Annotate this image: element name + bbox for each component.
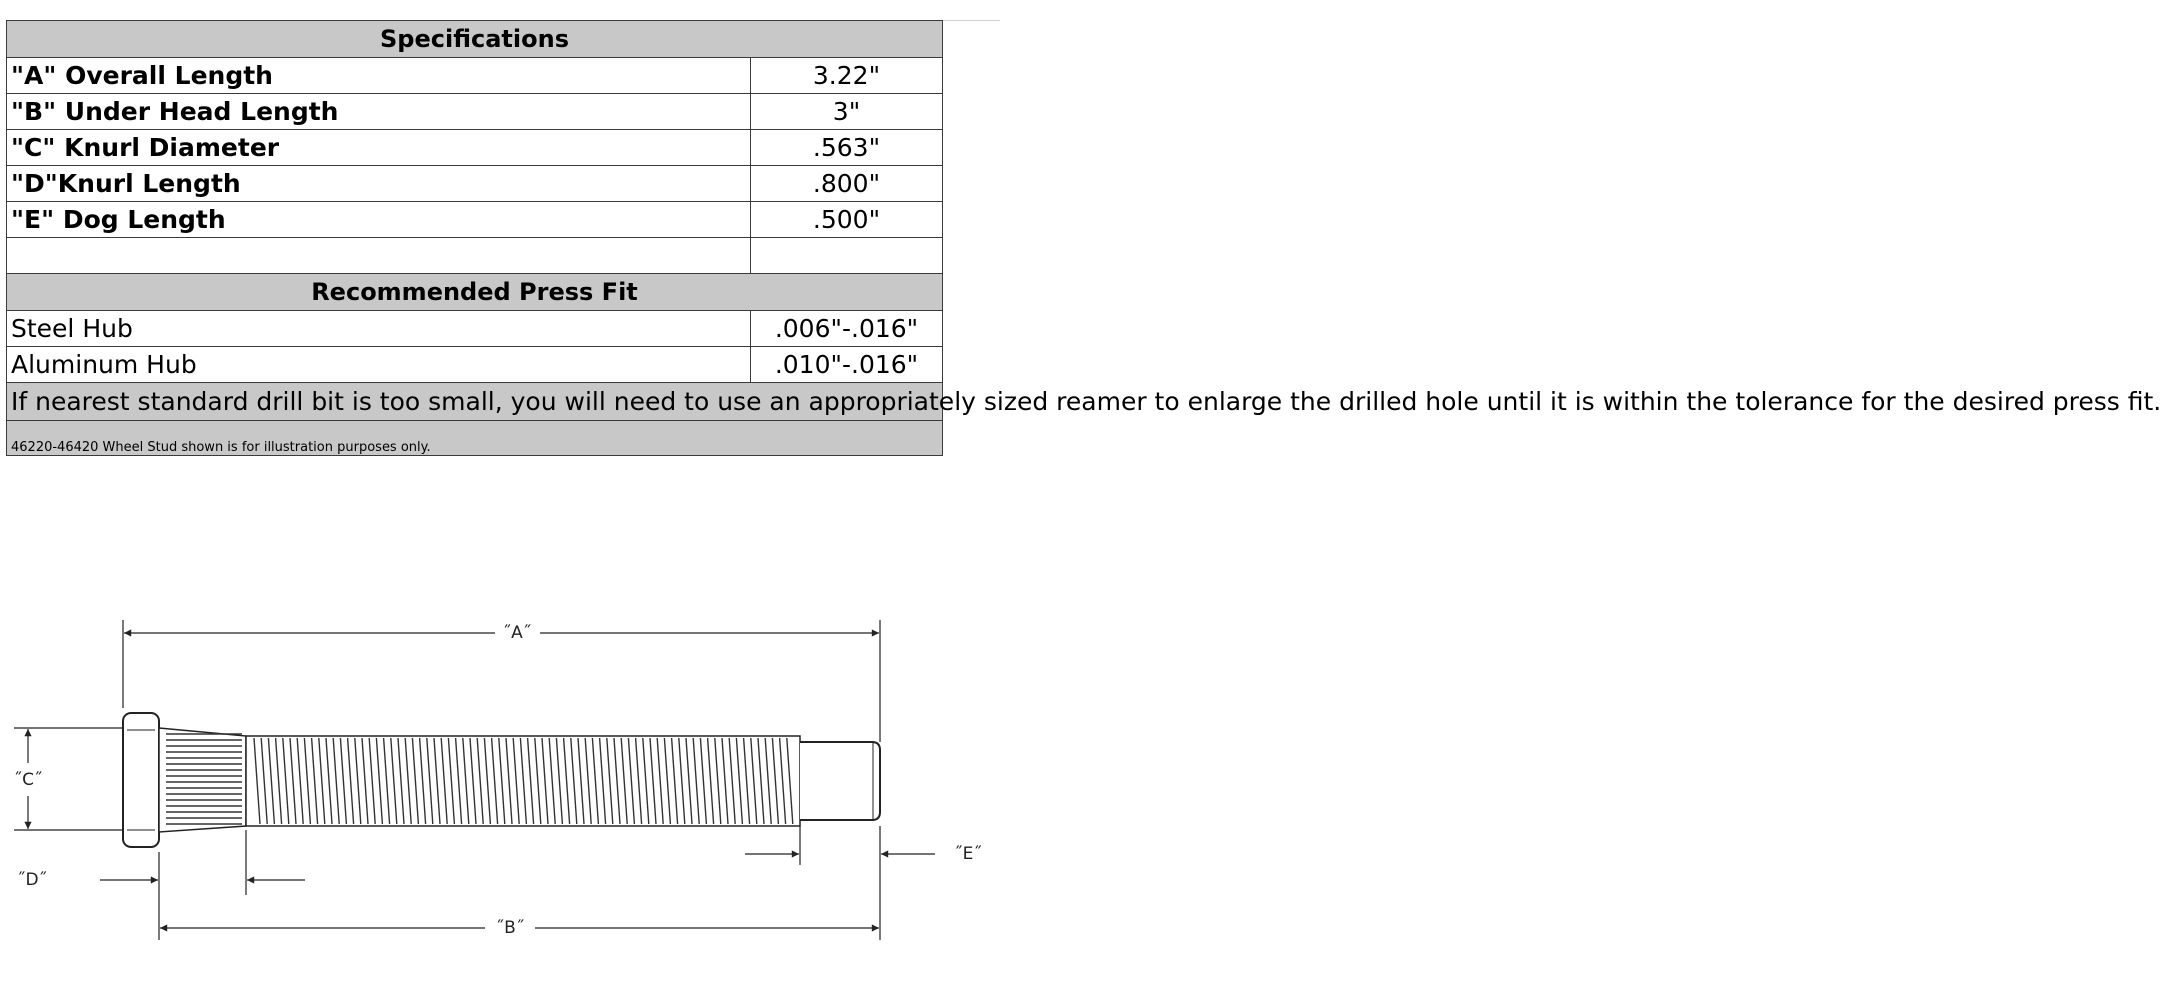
- spec-row: [7, 202, 943, 238]
- stud-head: [123, 713, 159, 847]
- press-fit-header: [7, 274, 943, 311]
- press-fit-label: Aluminum Hub: [7, 347, 751, 383]
- spec-row: [7, 166, 943, 202]
- blank-row: [7, 238, 943, 274]
- blank-cell: [7, 238, 751, 274]
- press-fit-row: [7, 311, 943, 347]
- dim-label-e: ˝E˝: [954, 844, 982, 864]
- press-fit-title: Recommended Press Fit: [7, 274, 943, 311]
- knurl-section: [159, 728, 246, 832]
- dim-label-c: ˝C˝: [13, 770, 43, 790]
- press-fit-label: Steel Hub: [7, 311, 751, 347]
- spec-label: "D"Knurl Length: [7, 166, 751, 202]
- spec-row: [7, 58, 943, 94]
- press-fit-note-row: [7, 383, 943, 421]
- spec-label: "B" Under Head Length: [7, 94, 751, 130]
- spec-label: "E" Dog Length: [7, 202, 751, 238]
- footer-note: 46220-46420 Wheel Stud shown is for illustration purposes only.: [7, 421, 943, 456]
- dim-label-a: ˝A˝: [502, 623, 532, 643]
- spec-value: 3.22": [751, 58, 943, 94]
- spec-value: .563": [751, 130, 943, 166]
- blank-cell: [751, 238, 943, 274]
- specifications-table: [6, 20, 2161, 456]
- specifications-header: [7, 21, 943, 58]
- dim-label-d: ˝D˝: [16, 870, 48, 890]
- spec-row: [7, 94, 943, 130]
- top-rule: [942, 20, 1000, 21]
- spec-label: "A" Overall Length: [7, 58, 751, 94]
- spec-value: .800": [751, 166, 943, 202]
- dog-point: [800, 742, 880, 820]
- press-fit-value: .010"-.016": [751, 347, 943, 383]
- press-fit-value: .006"-.016": [751, 311, 943, 347]
- press-fit-note: If nearest standard drill bit is too small, you will need to use an appropriately sized reamer to enlarge the drilled hole until it is within the tolerance for the desired press fit.: [7, 383, 943, 421]
- press-fit-row: [7, 347, 943, 383]
- wheel-stud-drawing: [0, 600, 1000, 1000]
- spec-value: 3": [751, 94, 943, 130]
- spec-label: "C" Knurl Diameter: [7, 130, 751, 166]
- dim-label-b: ˝B˝: [495, 918, 525, 938]
- spec-row: [7, 130, 943, 166]
- footer-row: [7, 421, 943, 456]
- spec-value: .500": [751, 202, 943, 238]
- specifications-title: Specifications: [7, 21, 943, 58]
